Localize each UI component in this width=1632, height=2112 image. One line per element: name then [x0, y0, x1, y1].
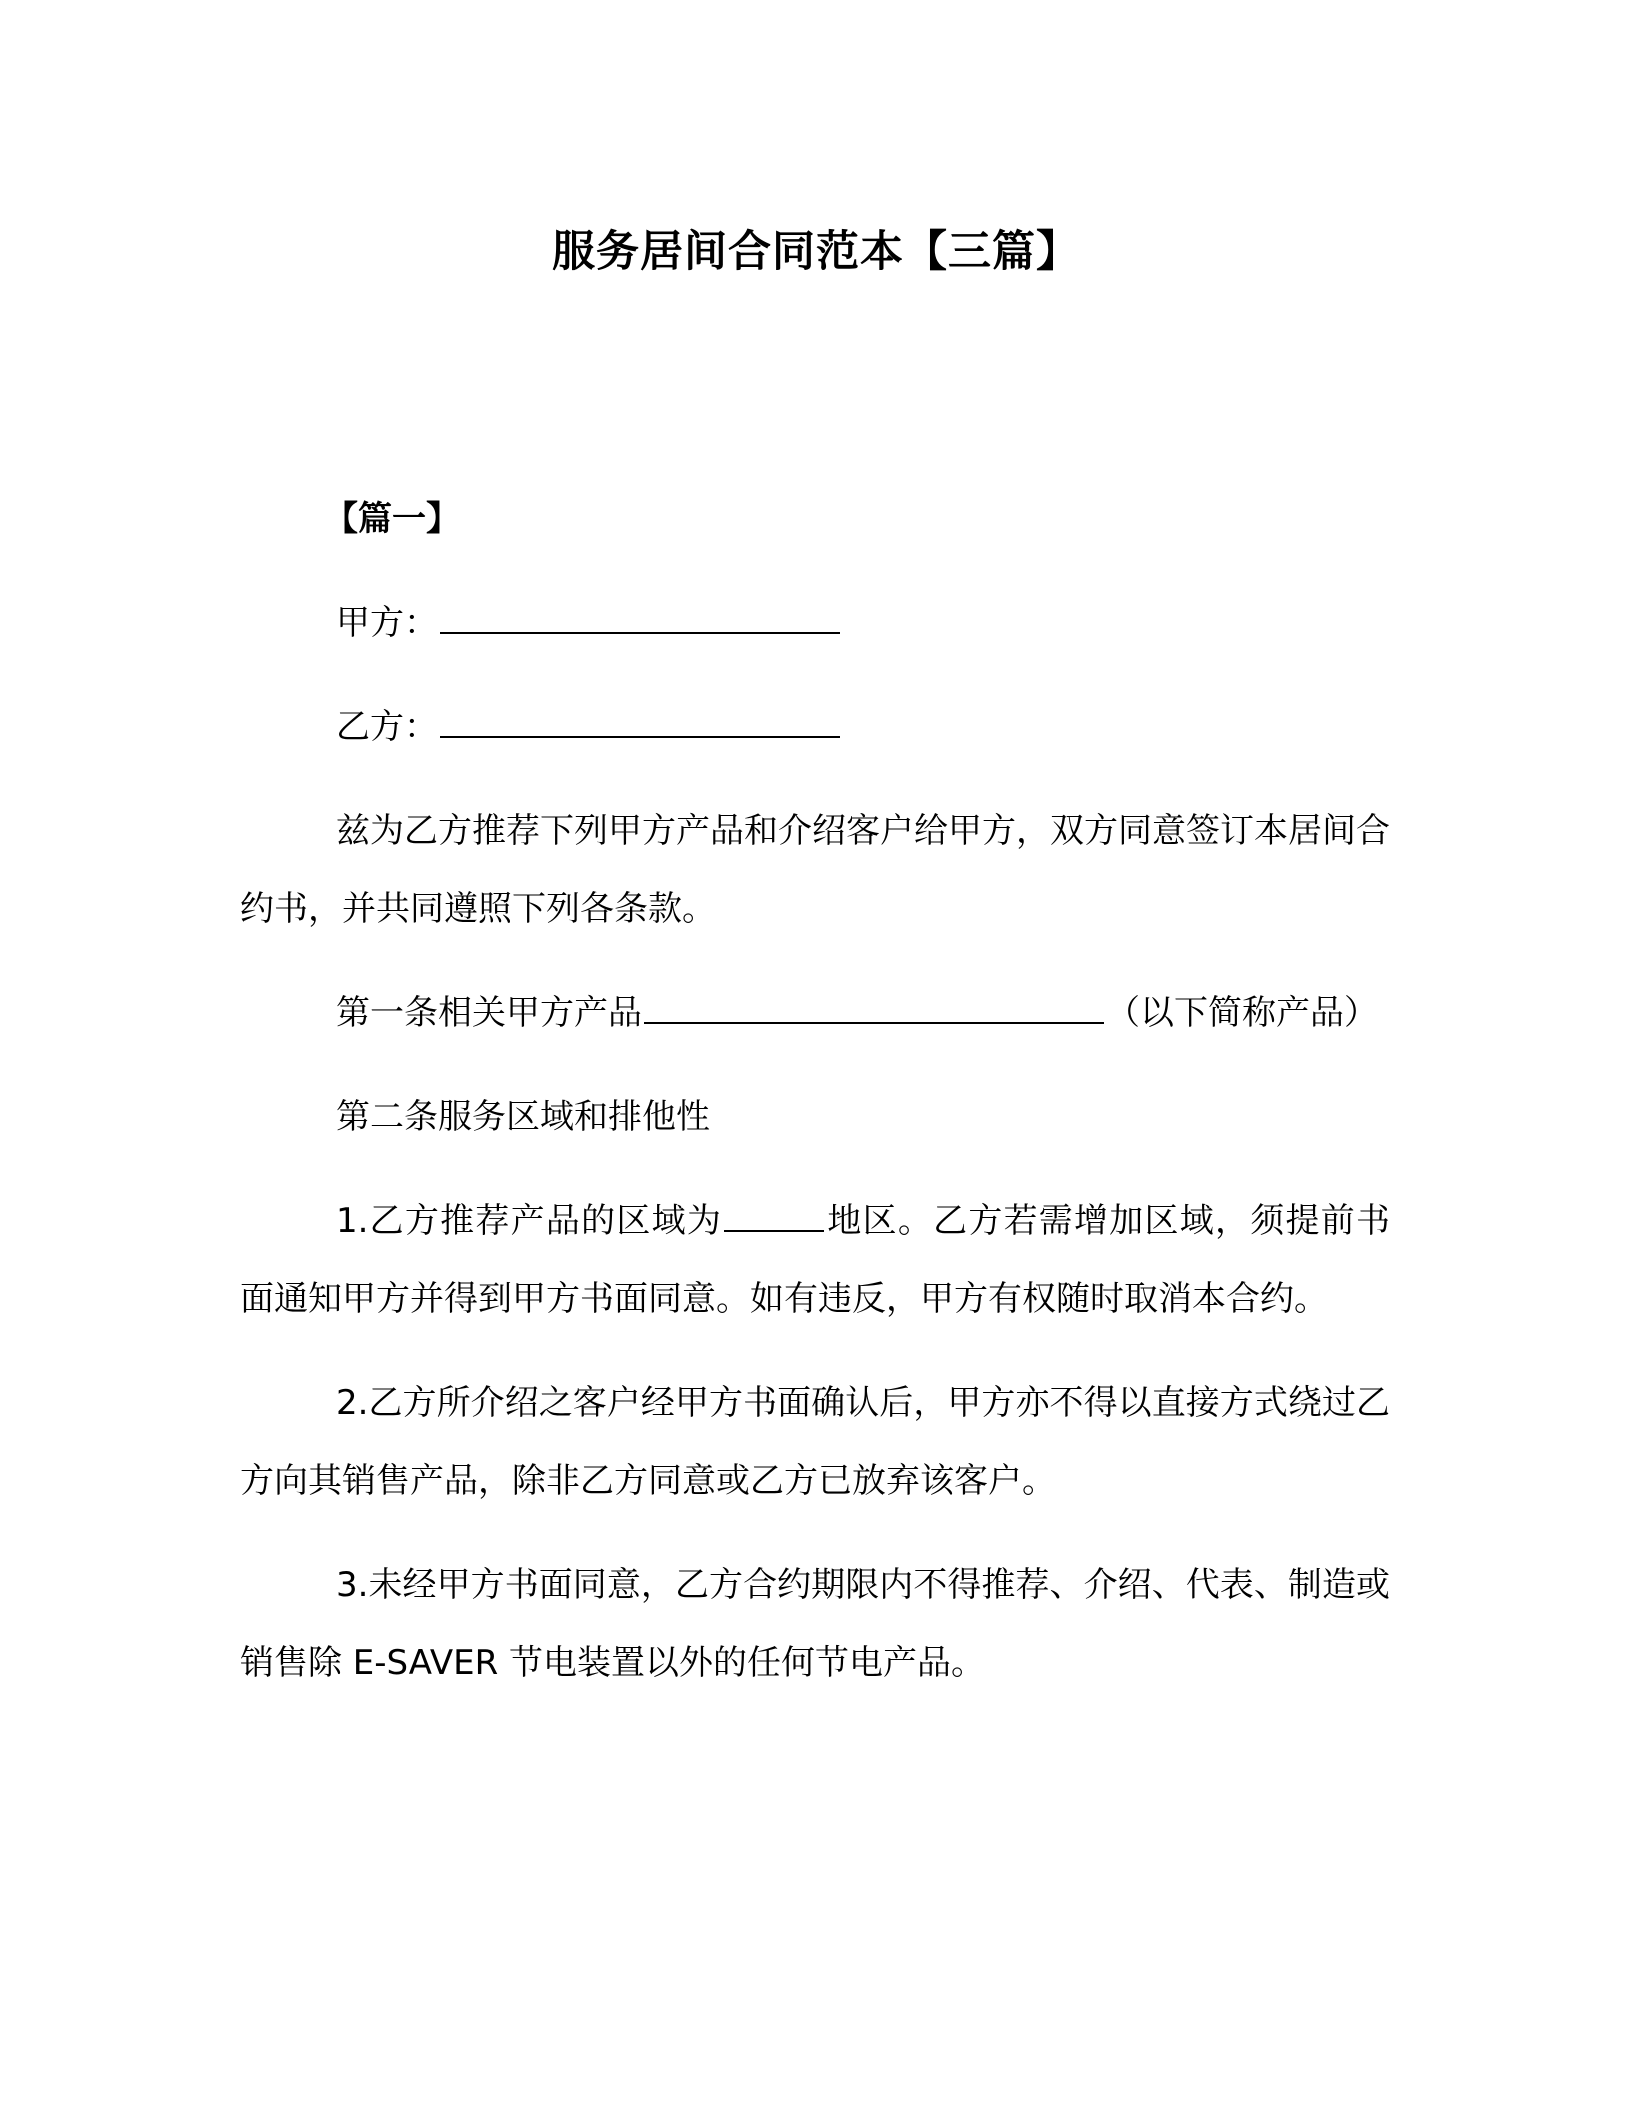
- party-b-blank[interactable]: [440, 702, 840, 738]
- item1-suffix: 地区。乙方若需增加区域，须提前书面通知甲方并得到甲方书面同意。如有违反，甲方有权随时取消本合约。: [240, 1201, 1390, 1319]
- section-heading: [240, 480, 1390, 558]
- article2-heading: 第二条服务区域和排他性: [336, 1097, 710, 1137]
- product-blank[interactable]: [644, 988, 1104, 1024]
- article1-suffix: （以下简称产品）: [1106, 993, 1378, 1033]
- party-b-label: 乙方：: [336, 707, 438, 747]
- intro-paragraph: 兹为乙方推荐下列甲方产品和介绍客户给甲方，双方同意签订本居间合约书，并共同遵照下列各条款。: [240, 811, 1390, 929]
- party-a-label: 甲方：: [336, 603, 438, 643]
- item2-paragraph: 2.乙方所介绍之客户经甲方书面确认后，甲方亦不得以直接方式绕过乙方向其销售产品，除非乙方同意或乙方已放弃该客户。: [240, 1383, 1390, 1501]
- item3-paragraph: 3.未经甲方书面同意，乙方合约期限内不得推荐、介绍、代表、制造或销售除 E-SAVER 节电装置以外的任何节电产品。: [240, 1565, 1390, 1683]
- party-a-line: [240, 584, 1390, 662]
- document-body: [240, 480, 1390, 1702]
- item1-paragraph: [240, 1182, 1390, 1338]
- party-b-line: [240, 688, 1390, 766]
- article1-paragraph: [240, 974, 1390, 1052]
- party-a-blank[interactable]: [440, 598, 840, 634]
- region-blank[interactable]: [724, 1196, 824, 1232]
- document-title: 服务居间合同范本【三篇】: [552, 227, 1080, 277]
- section-heading-text: 【篇一】: [324, 499, 460, 539]
- article1-prefix: 第一条相关甲方产品: [336, 993, 642, 1033]
- item1-prefix: 1.乙方推荐产品的区域为: [336, 1201, 723, 1241]
